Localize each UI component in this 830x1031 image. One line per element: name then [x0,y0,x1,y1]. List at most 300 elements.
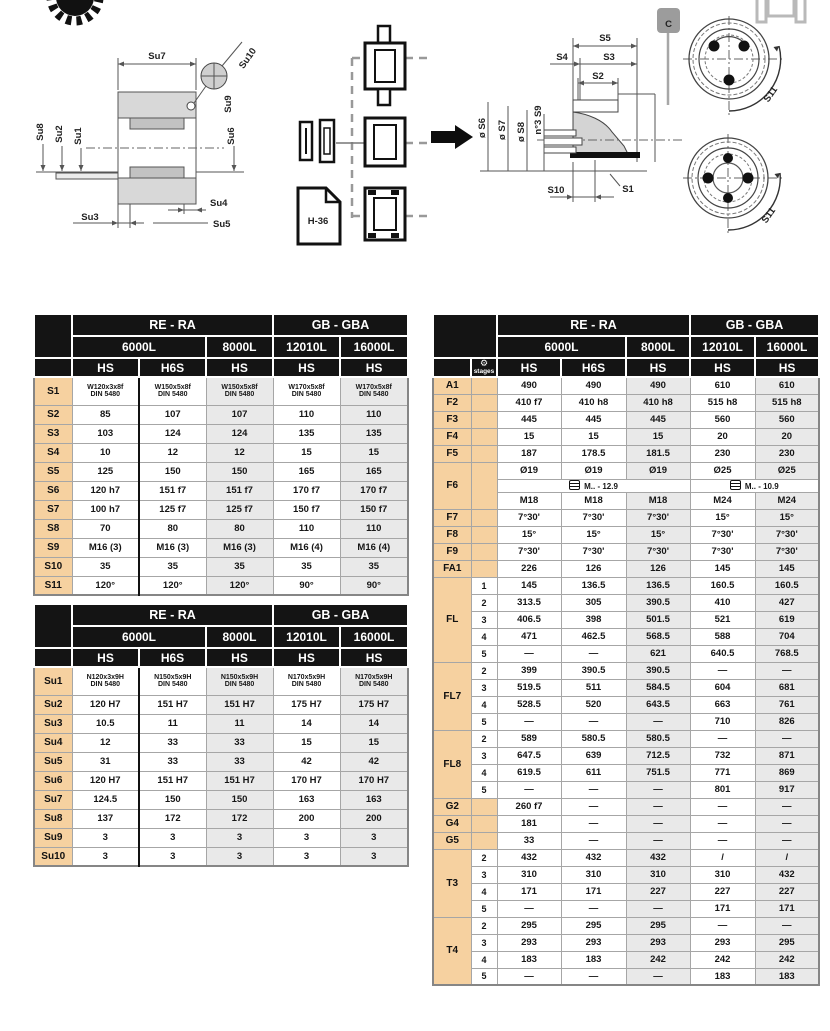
cell: — [755,798,819,815]
cell: 171 [755,900,819,917]
size-header: 6000L [72,626,206,648]
cell: 151 H7 [206,695,273,714]
stage-cell [471,445,497,462]
cell: 170 f7 [273,481,340,500]
cell: 125 f7 [139,500,206,519]
cell: 120° [206,576,273,595]
cell: 145 [690,560,755,577]
cell: Ø19 [497,462,561,479]
cell: 580.5 [561,730,626,747]
cell: N170x5x9H DIN 5480 [273,667,340,695]
cell: — [690,798,755,815]
cell: 171 [497,883,561,900]
row-label: Su5 [34,752,72,771]
row-label: T4 [433,917,471,985]
cell: 490 [561,377,626,394]
label-su3: Su3 [81,212,99,223]
label-su8: Su8 [35,123,46,141]
size-header: 16000L [755,336,819,358]
cell: — [561,900,626,917]
cell: 135 [340,424,408,443]
cell: — [755,832,819,849]
cell: 528.5 [497,696,561,713]
cell: 242 [755,951,819,968]
stage-cell: 5 [471,713,497,730]
cell: M24 [690,492,755,509]
cell: W170x5x8f DIN 5480 [340,377,408,405]
cell: 35 [273,557,340,576]
cell: 200 [340,809,408,828]
row-label: Su4 [34,733,72,752]
cell: 120 h7 [72,481,139,500]
cell: 768.5 [755,645,819,662]
cell: 120° [72,576,139,595]
label-su1: Su1 [73,127,84,145]
cell: M16 (3) [139,538,206,557]
cell: 7°30' [497,509,561,526]
cell: 107 [206,405,273,424]
row-label: Su10 [34,847,72,866]
stage-cell [471,428,497,445]
cell: 170 f7 [340,481,408,500]
row-label: FL7 [433,662,471,730]
cell: 584.5 [626,679,690,696]
cell: 80 [206,519,273,538]
cell: 712.5 [626,747,690,764]
cell: 7°30' [755,526,819,543]
col-header: HS [72,358,139,377]
corner-cell [433,314,497,358]
label-s10: S10 [547,185,565,196]
cell: 293 [626,934,690,951]
cell: 15° [497,526,561,543]
su-dimensions-table [33,603,409,867]
cell: 70 [72,519,139,538]
row-label: G5 [433,832,471,849]
col-header: HS [626,358,690,377]
label-s7: ø S7 [497,119,508,141]
cell: 432 [561,849,626,866]
stage-cell [471,560,497,577]
row-label: F2 [433,394,471,411]
cell: N150x5x9H DIN 5480 [206,667,273,695]
cell: M16 (3) [206,538,273,557]
cell: 3 [340,828,408,847]
cell: 145 [755,560,819,577]
cell: 80 [139,519,206,538]
cell: — [626,900,690,917]
cell: 103 [72,424,139,443]
row-label: Su3 [34,714,72,733]
cell: 227 [755,883,819,900]
cell: 20 [690,428,755,445]
corner-cell [34,358,72,377]
stage-cell: 5 [471,781,497,798]
row-label: Su6 [34,771,72,790]
cell: 771 [690,764,755,781]
cell: — [561,798,626,815]
stage-cell: 2 [471,730,497,747]
bolt-icon [730,480,741,490]
cell: — [755,662,819,679]
cell: 520 [561,696,626,713]
cell: 7°30' [626,509,690,526]
cell: 7°30' [626,543,690,560]
cell: 568.5 [626,628,690,645]
cell: 10 [72,443,139,462]
cell: 410 f7 [497,394,561,411]
cell: 15 [340,733,408,752]
cell: M16 (4) [340,538,408,557]
row-label: Su8 [34,809,72,828]
c-badge-label: C [665,19,672,30]
cell: Ø19 [626,462,690,479]
cell: 917 [755,781,819,798]
cell: 293 [497,934,561,951]
cell: 181 [497,815,561,832]
cell: 12 [206,443,273,462]
row-label: S3 [34,424,72,443]
cell: — [497,781,561,798]
cell: 611 [561,764,626,781]
cell: 35 [206,557,273,576]
h36-label: H-36 [307,216,329,227]
cell: 160.5 [690,577,755,594]
cell: 3 [139,847,206,866]
stage-cell: 3 [471,934,497,951]
cell: 171 [690,900,755,917]
row-label: FL8 [433,730,471,798]
row-label: Su2 [34,695,72,714]
cell: — [626,968,690,985]
cell: 3 [206,847,273,866]
cell: 230 [690,445,755,462]
cell: N170x5x9H DIN 5480 [340,667,408,695]
cell: — [561,815,626,832]
label-su2: Su2 [54,125,65,143]
cell: 471 [497,628,561,645]
cell: 704 [755,628,819,645]
cell: 172 [139,809,206,828]
col-header: HS [273,648,340,667]
cell: 390.5 [561,662,626,679]
row-label: FL [433,577,471,662]
cell: 135 [273,424,340,443]
cell: 519.5 [497,679,561,696]
col-header: HS [206,648,273,667]
cell: 33 [206,733,273,752]
row-label: F5 [433,445,471,462]
row-label: S7 [34,500,72,519]
cell: — [690,662,755,679]
cell: 178.5 [561,445,626,462]
row-label: S11 [34,576,72,595]
stage-cell [471,526,497,543]
col-header: H6S [139,358,206,377]
col-header: HS [206,358,273,377]
cell: 390.5 [626,594,690,611]
cell: 151 H7 [139,771,206,790]
flange-face-3hole-diagram [683,14,823,134]
cell: M16 (3) [72,538,139,557]
cell: 588 [690,628,755,645]
cell: 151 f7 [206,481,273,500]
stage-cell: 2 [471,849,497,866]
cell: 3 [273,828,340,847]
cell: 163 [273,790,340,809]
stage-cell: 5 [471,645,497,662]
cell: N150x5x9H DIN 5480 [139,667,206,695]
stage-cell: 4 [471,883,497,900]
cell: — [690,917,755,934]
cell: 490 [626,377,690,394]
cell: — [561,832,626,849]
cell: 643.5 [626,696,690,713]
label-s1: S1 [622,184,634,195]
cell: 445 [497,411,561,428]
cell: 163 [340,790,408,809]
cell: 11 [139,714,206,733]
cell: 560 [690,411,755,428]
cell: — [497,968,561,985]
stage-cell: 5 [471,900,497,917]
cell: 170 H7 [273,771,340,790]
size-header: 8000L [626,336,690,358]
row-label: S1 [34,377,72,405]
stages-header: ⚙ stages [471,358,497,377]
cell: 260 f7 [497,798,561,815]
cell: 14 [273,714,340,733]
size-header: 16000L [340,626,408,648]
cell: 150 [139,462,206,481]
cell: 432 [755,866,819,883]
stage-cell [471,377,497,394]
group-header: GB - GBA [690,314,819,336]
cell: M16 (4) [273,538,340,557]
cell: 227 [626,883,690,900]
cell: 33 [497,832,561,849]
col-header: HS [497,358,561,377]
cell: 145 [497,577,561,594]
cell: 124 [206,424,273,443]
cell: 399 [497,662,561,679]
cell: 295 [497,917,561,934]
cell: 732 [690,747,755,764]
cell: 200 [273,809,340,828]
cell: 7°30' [755,543,819,560]
cell: 871 [755,747,819,764]
cell: 15 [273,733,340,752]
cell: 14 [340,714,408,733]
stage-cell: 4 [471,764,497,781]
row-label: Su1 [34,667,72,695]
cell: 515 h8 [755,394,819,411]
cell: — [561,713,626,730]
col-header: H6S [561,358,626,377]
cell: 580.5 [626,730,690,747]
cell: 183 [561,951,626,968]
cell: 3 [340,847,408,866]
col-header: HS [690,358,755,377]
cell: — [561,968,626,985]
cell: 170 H7 [340,771,408,790]
stage-cell [471,509,497,526]
cell: 151 H7 [206,771,273,790]
label-su5: Su5 [213,219,231,230]
cell: 390.5 [626,662,690,679]
cell: 137 [72,809,139,828]
cell: 150 [206,462,273,481]
cell: Ø19 [561,462,626,479]
group-header: RE - RA [497,314,690,336]
cell: 175 H7 [340,695,408,714]
cell: 410 h8 [561,394,626,411]
cell: 15 [273,443,340,462]
cell: 120 H7 [72,771,139,790]
gear-icon [38,0,112,34]
cell: 710 [690,713,755,730]
cell: 3 [206,828,273,847]
cell: 150 f7 [340,500,408,519]
cell: 801 [690,781,755,798]
cell: 647.5 [497,747,561,764]
cell: — [626,815,690,832]
cell: 610 [755,377,819,394]
stage-cell: 4 [471,951,497,968]
row-label: S5 [34,462,72,481]
col-header: HS [340,358,408,377]
cell: 242 [690,951,755,968]
cell: 35 [139,557,206,576]
cell: W150x5x8f DIN 5480 [206,377,273,405]
cell: 398 [561,611,626,628]
stage-cell [471,815,497,832]
cell: / [690,849,755,866]
cell: 511 [561,679,626,696]
flange-section-diagram [452,2,694,240]
cell: 619.5 [497,764,561,781]
cell: 165 [340,462,408,481]
cell: M18 [626,492,690,509]
stage-cell: 3 [471,679,497,696]
cell: M18 [561,492,626,509]
cell: 151 H7 [139,695,206,714]
cell: 172 [206,809,273,828]
cell: 90° [340,576,408,595]
cell: 33 [139,752,206,771]
cell: 3 [139,828,206,847]
col-header: HS [755,358,819,377]
cell: 295 [626,917,690,934]
cell: Ø25 [690,462,755,479]
cell: 639 [561,747,626,764]
cell: 12 [139,443,206,462]
cell: 427 [755,594,819,611]
row-label: F7 [433,509,471,526]
cell: 310 [690,866,755,883]
col-header: H6S [139,648,206,667]
cell: Ø25 [755,462,819,479]
cell: 136.5 [561,577,626,594]
cell: 10.5 [72,714,139,733]
size-header: 6000L [497,336,626,358]
cell: 501.5 [626,611,690,628]
cell: 7°30' [561,543,626,560]
cell: 183 [755,968,819,985]
cell: 15° [690,509,755,526]
label-su7: Su7 [148,51,166,62]
label-s2: S2 [592,71,604,82]
stage-cell: 1 [471,577,497,594]
cell: 293 [690,934,755,951]
cell: 85 [72,405,139,424]
stage-cell: 4 [471,628,497,645]
cell: 35 [72,557,139,576]
stage-cell [471,543,497,560]
row-label: T3 [433,849,471,917]
cell: — [497,713,561,730]
cell: 226 [497,560,561,577]
cell: 125 [72,462,139,481]
size-header: 12010L [273,336,340,358]
cell: 160.5 [755,577,819,594]
row-label: A1 [433,377,471,394]
cell: — [690,730,755,747]
cell: 100 h7 [72,500,139,519]
cell: 462.5 [561,628,626,645]
cell: 621 [626,645,690,662]
cell: 230 [755,445,819,462]
cell: 826 [755,713,819,730]
cell: 410 h8 [626,394,690,411]
cell: 515 h8 [690,394,755,411]
label-s5: S5 [599,33,611,44]
row-label: F6 [433,462,471,509]
group-header: RE - RA [72,604,273,626]
cell: 90° [273,576,340,595]
cell: 869 [755,764,819,781]
cell: 120° [139,576,206,595]
cell: 33 [206,752,273,771]
cell: 295 [755,934,819,951]
cell: 110 [340,405,408,424]
row-label: FA1 [433,560,471,577]
row-label: Su9 [34,828,72,847]
row-label: S6 [34,481,72,500]
cell: 305 [561,594,626,611]
row-label: S2 [34,405,72,424]
label-s11-bottom: S11 [759,205,779,226]
cell: 445 [561,411,626,428]
row-label: G2 [433,798,471,815]
row-label: F8 [433,526,471,543]
cell: 15 [497,428,561,445]
cell: 110 [273,519,340,538]
s-dimensions-table [33,313,409,596]
row-label: Su7 [34,790,72,809]
cell: 15° [755,509,819,526]
cell: 663 [690,696,755,713]
label-su9: Su9 [223,95,234,113]
cell: — [755,730,819,747]
cell: 126 [561,560,626,577]
cell: 560 [755,411,819,428]
cell: 313.5 [497,594,561,611]
cell: 165 [273,462,340,481]
cell: 171 [561,883,626,900]
cell: 293 [561,934,626,951]
cell: — [690,815,755,832]
